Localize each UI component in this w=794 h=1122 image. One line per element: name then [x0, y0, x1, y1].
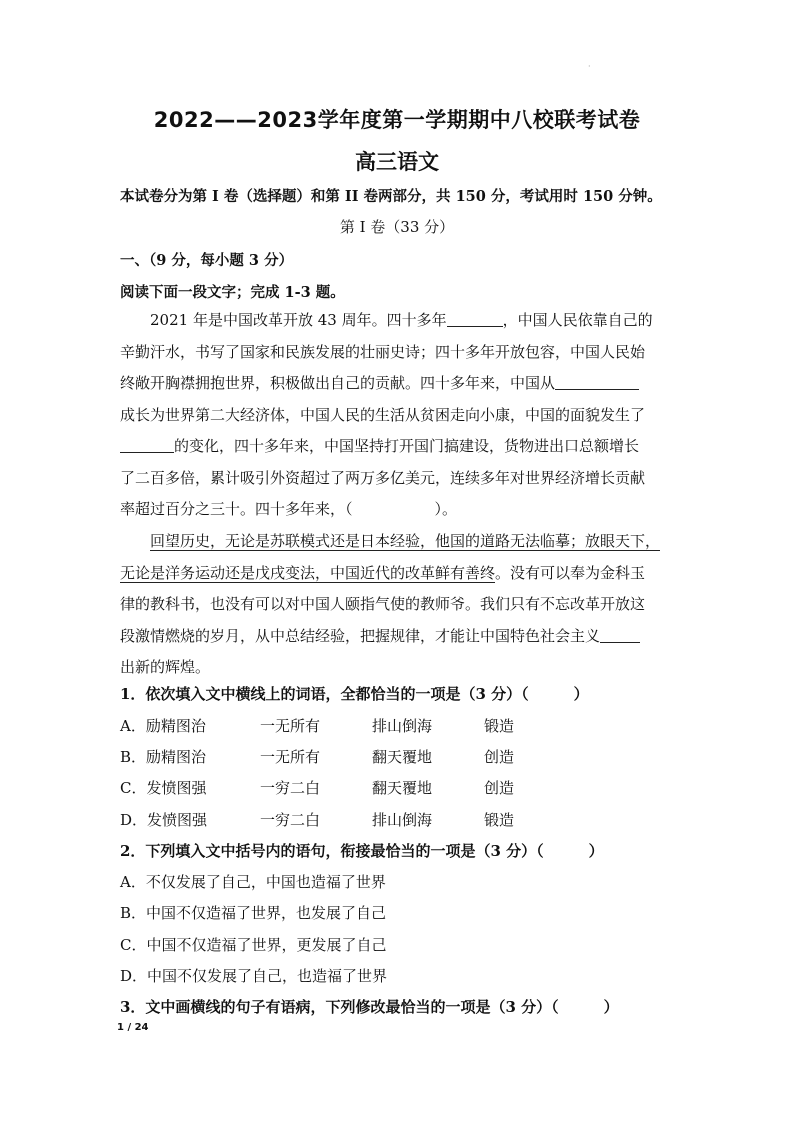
question-2-option-d[interactable]: D．中国不仅发展了自己，也造福了世界 [120, 967, 388, 985]
question-2-stem: 2．下列填入文中括号内的语句，衔接最恰当的一项是（3 分）（ ） [120, 842, 604, 860]
exam-title: 2022——2023学年度第一学期期中八校联考试卷 [153, 108, 641, 132]
passage-paragraph-2 [120, 526, 680, 684]
passage-line [120, 526, 680, 558]
passage-line: 律的教科书，也没有可以对中国人颐指气使的教师爷。我们只有不忘改革开放这 [120, 595, 646, 613]
section-heading: 一、（9 分，每小题 3 分） [120, 252, 294, 269]
underlined-sentence: 回望历史，无论是苏联模式还是日本经验，他国的道路无法临摹；放眼天下， [150, 532, 661, 550]
fill-blank [555, 373, 639, 390]
question-1-option-d[interactable]: D．发愤图强 一穷二白 排山倒海 锻造 [120, 811, 515, 829]
underlined-sentence: 无论是洋务运动还是戊戌变法，中国近代的改革鲜有善终 [120, 563, 496, 582]
question-3-stem: 3．文中画横线的句子有语病，下列修改最恰当的一项是（3 分）（ ） [120, 998, 619, 1016]
reading-instruction: 阅读下面一段文字；完成 1-3 题。 [120, 284, 345, 301]
passage-line: 无论是洋务运动还是戊戌变法，中国近代的改革鲜有善终。没有可以奉为金科玉 [120, 563, 646, 582]
passage-line: 成长为世界第二大经济体，中国人民的生活从贫困走向小康，中国的面貌发生了 [120, 405, 646, 424]
scan-dot: · [588, 62, 591, 71]
passage-line: 率超过百分之三十。四十多年来，（ ）。 [120, 500, 458, 518]
passage-line: 终敞开胸襟拥抱世界，积极做出自己的贡献。四十多年来，中国从 [120, 368, 680, 400]
question-2-option-a[interactable]: A．不仅发展了自己，中国也造福了世界 [120, 873, 386, 891]
page-number: 1 / 24 [117, 1022, 149, 1033]
passage-line: 了二百多倍，累计吸引外资超过了两万多亿美元，连续多年对世界经济增长贡献 [120, 468, 646, 487]
passage-line: 辛勤汗水，书写了国家和民族发展的壮丽史诗；四十多年开放包容，中国人民始 [120, 342, 646, 361]
question-1-stem: 1．依次填入文中横线上的词语，全都恰当的一项是（3 分）（ ） [120, 685, 589, 703]
passage-line: 的变化，四十多年来，中国坚持打开国门搞建设，货物进出口总额增长 [120, 431, 680, 463]
question-1-option-a[interactable]: A．励精图治 一无所有 排山倒海 锻造 [120, 717, 515, 735]
passage-line: 段激情燃烧的岁月，从中总结经验，把握规律，才能让中国特色社会主义 [120, 621, 680, 653]
passage-line: 出新的辉煌。 [120, 658, 211, 676]
question-2-option-c[interactable]: C．中国不仅造福了世界，更发展了自己 [120, 936, 387, 954]
exam-intro: 本试卷分为第 I 卷（选择题）和第 II 卷两部分，共 150 分，考试用时 150 分钟。 [120, 188, 662, 205]
fill-blank [600, 626, 640, 643]
fill-blank [120, 436, 174, 453]
question-1-option-c[interactable]: C．发愤图强 一穷二白 翻天覆地 创造 [120, 779, 515, 797]
exam-subtitle: 高三语文 [355, 150, 439, 174]
passage-paragraph-1 [120, 305, 680, 526]
fill-blank [447, 310, 503, 327]
part-title: 第 I 卷（33 分） [339, 218, 455, 236]
question-2-option-b[interactable]: B．中国不仅造福了世界，也发展了自己 [120, 904, 387, 922]
passage-line: 2021 年是中国改革开放 43 周年。四十多年 ，中国人民依靠自己的 [150, 311, 653, 329]
question-1-option-b[interactable]: B．励精图治 一无所有 翻天覆地 创造 [120, 748, 515, 766]
